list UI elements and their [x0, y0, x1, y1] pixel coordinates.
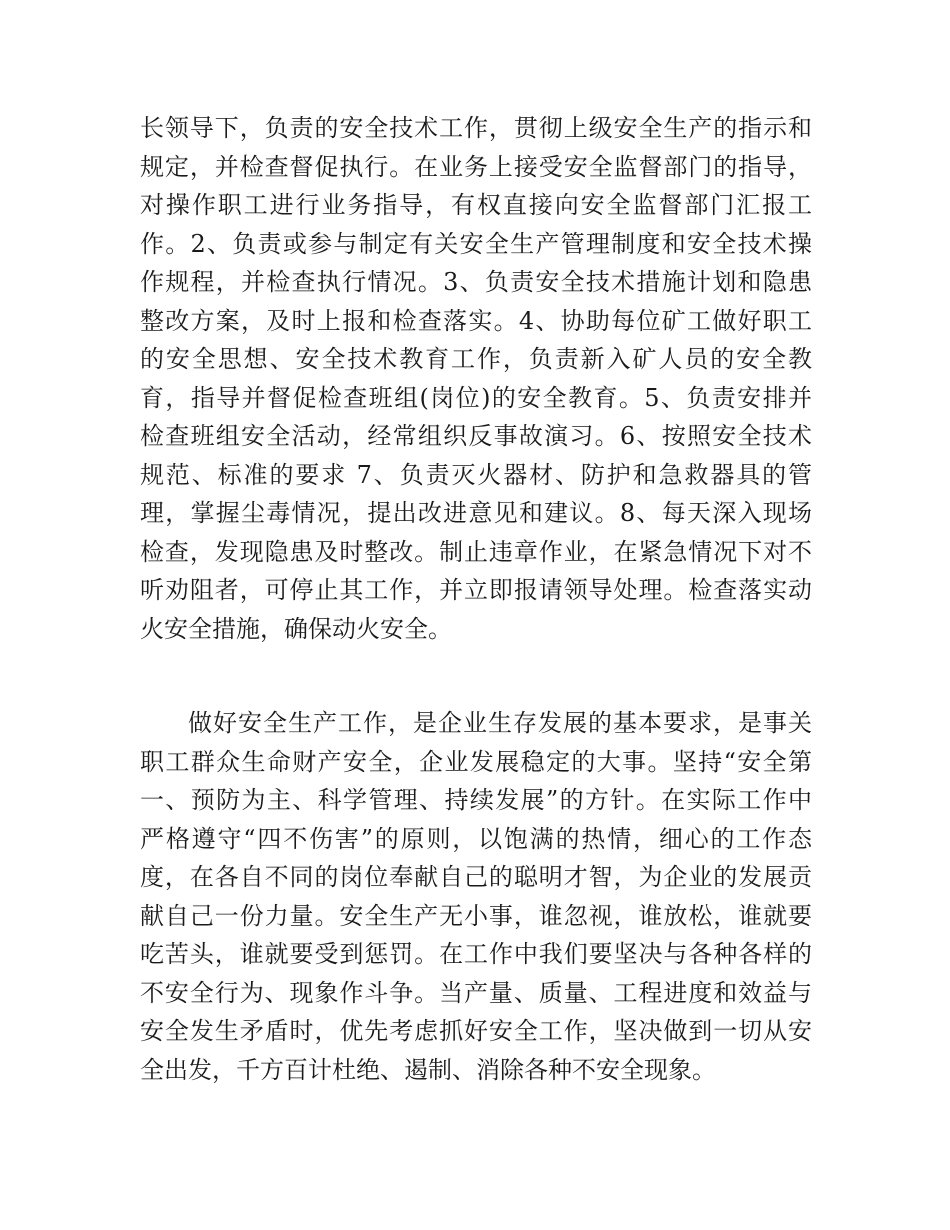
- text-line: 对操作职工进行业务指导，有权直接向安全监督部门汇报工: [140, 191, 812, 219]
- text-line: 做好安全生产工作，是企业生存发展的基本要求，是事关: [188, 709, 812, 737]
- text-line: 检查班组安全活动，经常组织反事故演习。6、按照安全技术: [140, 422, 812, 450]
- text-line: 规范、标准的要求 7、负责灭火器材、防护和急救器具的管: [140, 460, 812, 489]
- text-line: 吃苦头，谁就要受到惩罚。在工作中我们要坚决与各种各样的: [140, 940, 812, 968]
- text-line: 作。2、负责或参与制定有关安全生产管理制度和安全技术操: [140, 229, 812, 258]
- paragraph-safety-production: [140, 704, 812, 1089]
- text-line: 育，指导并督促检查班组(岗位)的安全教育。5、负责安排并: [140, 383, 812, 412]
- paragraph-responsibilities: [140, 109, 812, 648]
- text-line: 作规程，并检查执行情况。3、负责安全技术措施计划和隐患: [140, 268, 812, 296]
- text-line: 严格遵守“四不伤害”的原则，以饱满的热情，细心的工作态: [140, 824, 812, 853]
- text-line: 听劝阻者，可停止其工作，并立即报请领导处理。检查落实动: [140, 576, 812, 604]
- text-line: 献自己一份力量。安全生产无小事，谁忽视，谁放松，谁就要: [140, 901, 812, 930]
- text-line: 规定，并检查督促执行。在业务上接受安全监督部门的指导，: [140, 152, 812, 181]
- text-line: 安全发生矛盾时，优先考虑抓好安全工作，坚决做到一切从安: [140, 1017, 812, 1045]
- text-line: 火安全措施，确保动火安全。: [140, 614, 452, 643]
- text-line: 的安全思想、安全技术教育工作，负责新入矿人员的安全教: [140, 345, 812, 373]
- text-line: 一、预防为主、科学管理、持续发展”的方针。在实际工作中: [140, 786, 812, 814]
- text-line: 长领导下，负责的安全技术工作，贯彻上级安全生产的指示和: [140, 114, 812, 142]
- text-line: 不安全行为、现象作斗争。当产量、质量、工程进度和效益与: [140, 978, 812, 1007]
- text-line: 全出发，千方百计杜绝、遏制、消除各种不安全现象。: [140, 1055, 716, 1084]
- text-line: 度，在各自不同的岗位奉献自己的聪明才智，为企业的发展贡: [140, 863, 812, 891]
- text-line: 检查，发现隐患及时整改。制止违章作业，在紧急情况下对不: [140, 537, 812, 566]
- text-line: 职工群众生命财产安全，企业发展稳定的大事。坚持“安全第: [140, 747, 812, 776]
- text-line: 理，掌握尘毒情况，提出改进意见和建议。8、每天深入现场: [140, 499, 812, 527]
- text-line: 整改方案，及时上报和检查落实。4、协助每位矿工做好职工: [140, 306, 812, 335]
